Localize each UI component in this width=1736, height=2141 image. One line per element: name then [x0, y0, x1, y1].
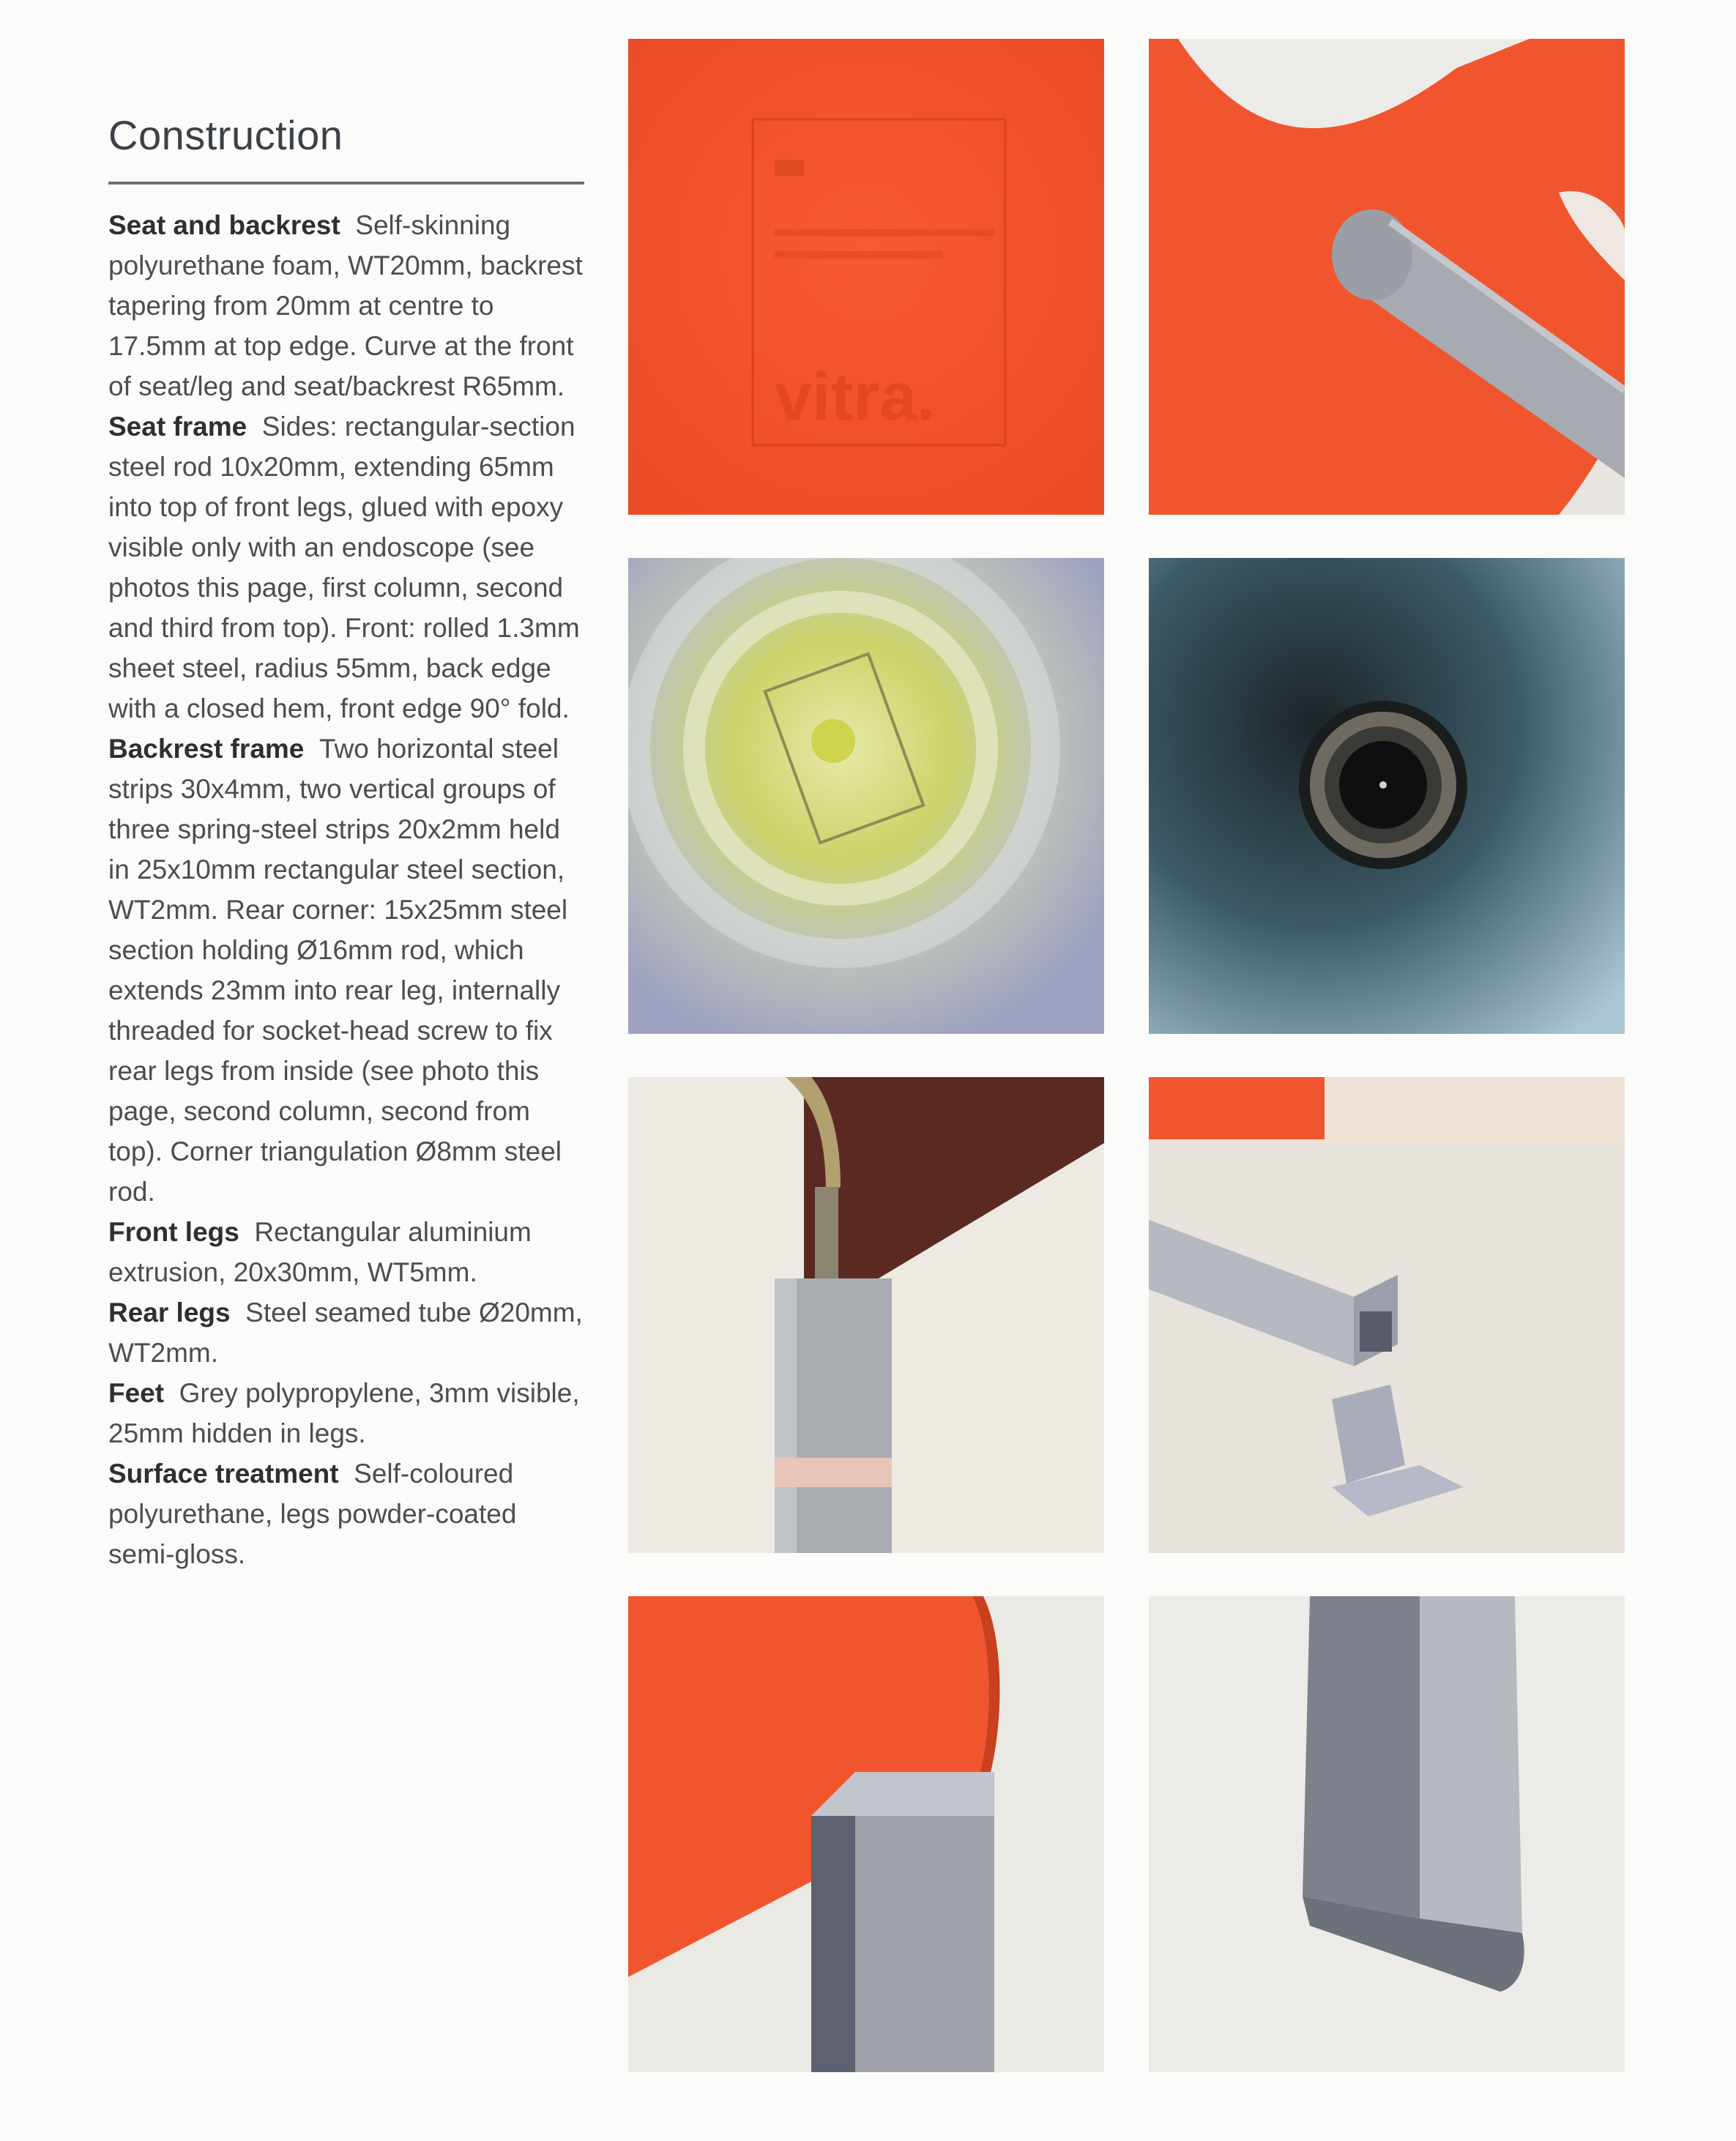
spec-desc: Self-skinning polyurethane foam, WT20mm, backrest tapering from 20mm at centre to 17.5mm at top edge. Curve at the front of seat/leg and seat/backrest R65mm. — [108, 210, 583, 401]
title-rule — [108, 182, 584, 185]
photo-embossed-seat-label — [628, 39, 1104, 515]
spec-term: Backrest frame — [108, 734, 305, 764]
spec-rear-legs — [108, 1292, 584, 1373]
spec-term: Front legs — [108, 1217, 239, 1247]
spec-term: Rear legs — [108, 1297, 231, 1328]
spec-feet — [108, 1373, 584, 1453]
spec-front-legs — [108, 1212, 584, 1292]
spec-term: Seat and backrest — [108, 210, 340, 240]
spec-term: Seat frame — [108, 412, 247, 442]
photo-leg-and-foot-plug — [1149, 1077, 1625, 1553]
spec-desc: Self-coloured polyurethane, legs powder-coated semi-gloss. — [108, 1459, 517, 1569]
photo-rod-joint — [1149, 39, 1625, 515]
spec-backrest-frame — [108, 729, 584, 1212]
spec-seat-backrest — [108, 205, 584, 406]
photo-seat-frame-insert — [628, 1077, 1104, 1553]
photo-leg-foot — [1149, 1596, 1625, 2072]
spec-seat-frame — [108, 406, 584, 729]
spec-term: Feet — [108, 1378, 165, 1408]
text-column — [108, 110, 584, 1574]
photo-endoscope-ring — [1149, 558, 1625, 1034]
spec-desc: Steel seamed tube Ø20mm, WT2mm. — [108, 1297, 583, 1368]
spec-desc: Grey polypropylene, 3mm visible, 25mm hidden in legs. — [108, 1378, 580, 1448]
spec-term: Surface treatment — [108, 1459, 339, 1489]
spec-desc: Sides: rectangular-section steel rod 10x20mm, extending 65mm into top of front legs, glued with epoxy visible only with an endoscope (see photos this page, first column, second and third from top). Front: rolled 1.3mm sheet steel, radius 55mm, back edge with a closed hem, front edge 90° fold. — [108, 412, 580, 723]
photo-front-leg-junction — [628, 1596, 1104, 2072]
section-title: Construction — [108, 112, 343, 158]
logo-text: vitra. — [775, 360, 936, 434]
spec-surface-treatment — [108, 1453, 584, 1574]
photo-endoscope-yellow — [628, 558, 1104, 1034]
spec-desc: Two horizontal steel strips 30x4mm, two vertical groups of three spring-steel strips 20x2mm held in 25x10mm rectangular steel section, WT2mm. Rear corner: 15x25mm steel section holding Ø16mm rod, which extends 23mm into rear leg, internally threaded for socket-head screw to fix rear legs from inside (see photo this page, second column, second from top). Corner triangulation Ø8mm steel rod. — [108, 734, 568, 1207]
spec-desc: Rectangular aluminium extrusion, 20x30mm, WT5mm. — [108, 1217, 532, 1287]
